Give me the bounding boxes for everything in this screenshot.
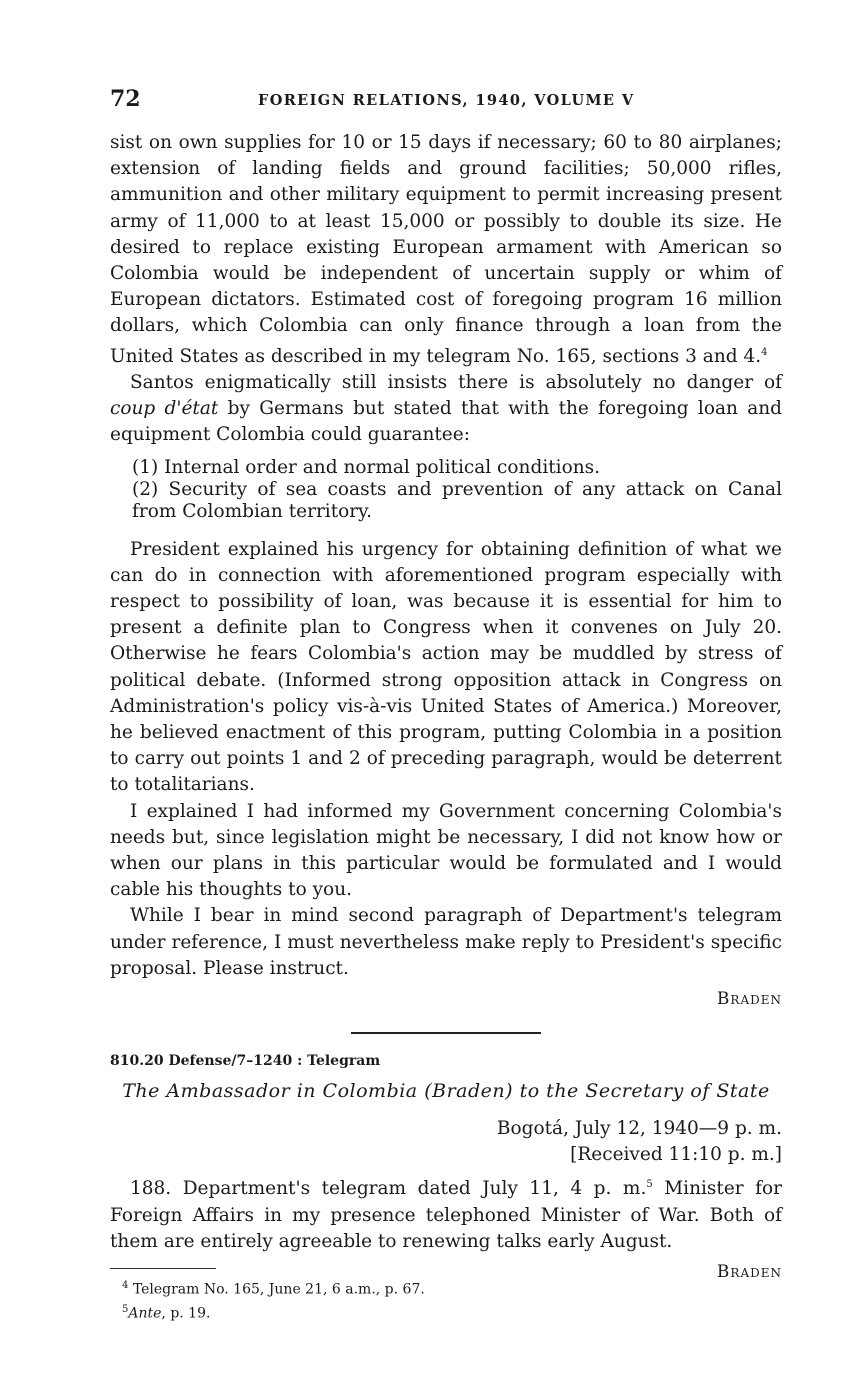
paragraph-text: Minister for Foreign Affairs in my presence telephoned Minister of War. Both of them are entirely agreeable to renewing talks early August. bbox=[110, 1178, 782, 1252]
footnote-mark: 4 bbox=[122, 1280, 129, 1291]
title-text: The Ambassador in Colombia bbox=[122, 1080, 425, 1103]
italic-phrase: coup d'état bbox=[110, 398, 219, 420]
page-body bbox=[110, 130, 782, 1283]
paragraph-188 bbox=[110, 1172, 782, 1255]
paragraph-text: 188. Department's telegram dated July 11, 4 p. m. bbox=[130, 1178, 647, 1200]
title-text: to the Secretary of State bbox=[513, 1080, 770, 1103]
footnote-mark: 5 bbox=[122, 1303, 129, 1315]
received-line: [Received 11:10 p. m.] bbox=[570, 1144, 782, 1166]
list-item: (2) Security of sea coasts and prevention of any attack on Canal from Colombian territory. bbox=[132, 478, 782, 522]
footnote-5 bbox=[122, 1300, 425, 1324]
paragraph-text: sist on own supplies for 10 or 15 days if necessary; 60 to 80 airplanes; extension of landing fields and ground facilities; 50,000 rifles, ammunition and other military equipment to permit increasing present army of 11,000 to at least 15,000 or possibly to double its size. He desired to replace existing European armament with American so Colombia would be independent of uncertain supply or whim of European dictators. Estimated cost of foregoing program 16 million dollars, which Colombia can only finance through a loan from the United States as described in my telegram No. 165, sections 3 and 4. bbox=[110, 132, 782, 367]
footnote-text: , p. 19. bbox=[161, 1305, 211, 1322]
signature: Braden bbox=[716, 1262, 782, 1283]
footnote-ref: 5 bbox=[646, 1179, 653, 1191]
file-reference: 810.20 Defense/7–1240 : Telegram bbox=[110, 1053, 381, 1070]
dateline: Bogotá, July 12, 1940—9 p. m. bbox=[496, 1118, 782, 1140]
footnote-4 bbox=[122, 1276, 425, 1300]
paragraph-text: Santos enigmatically still insists there is absolutely no danger of bbox=[130, 371, 782, 393]
running-head: FOREIGN RELATIONS, 1940, VOLUME V bbox=[258, 92, 635, 109]
paragraph-text: by Germans but stated that with the foregoing loan and equipment Colombia could guarantee: bbox=[110, 398, 782, 446]
paragraph-santos bbox=[110, 370, 782, 449]
footnote-text: Telegram No. 165, June 21, 6 a.m., p. 67. bbox=[128, 1281, 425, 1298]
signature: Braden bbox=[716, 989, 782, 1010]
section-divider bbox=[351, 1032, 541, 1034]
footnote-rule bbox=[110, 1268, 216, 1269]
paragraph-explained: I explained I had informed my Government concerning Colombia's needs but, since legislation might be necessary, I did not know how or when our plans in this particular would be formulated and I would cable his thoughts to you. bbox=[110, 800, 782, 901]
title-text: (Braden) bbox=[424, 1080, 514, 1103]
footnote-italic: Ante bbox=[128, 1305, 162, 1322]
page-number: 72 bbox=[110, 86, 141, 112]
document-title bbox=[110, 1078, 782, 1104]
page-header bbox=[110, 88, 782, 114]
paragraph-instruct: While I bear in mind second paragraph of Department's telegram under reference, I must nevertheless make reply to President's specific proposal. Please instruct. bbox=[110, 905, 782, 979]
footnote-ref: 4 bbox=[761, 346, 768, 358]
footnotes bbox=[122, 1276, 425, 1323]
list-item: (1) Internal order and normal political conditions. bbox=[132, 456, 601, 478]
paragraph-president: President explained his urgency for obtaining definition of what we can do in connection with aforementioned program especially with respect to possibility of loan, was because it is essential for him to present a definite plan to Congress when it convenes on July 20. Otherwise he fears Colombia's action may be muddled by stress of political debate. (Informed strong opposition attack in Congress on Administration's policy vis-à-vis United States of America.) Moreover, he believed enactment of this program, putting Colombia in a position to carry out points 1 and 2 of preceding paragraph, would be deterrent to totalitarians. bbox=[110, 538, 782, 796]
paragraph-continuation bbox=[110, 130, 782, 370]
